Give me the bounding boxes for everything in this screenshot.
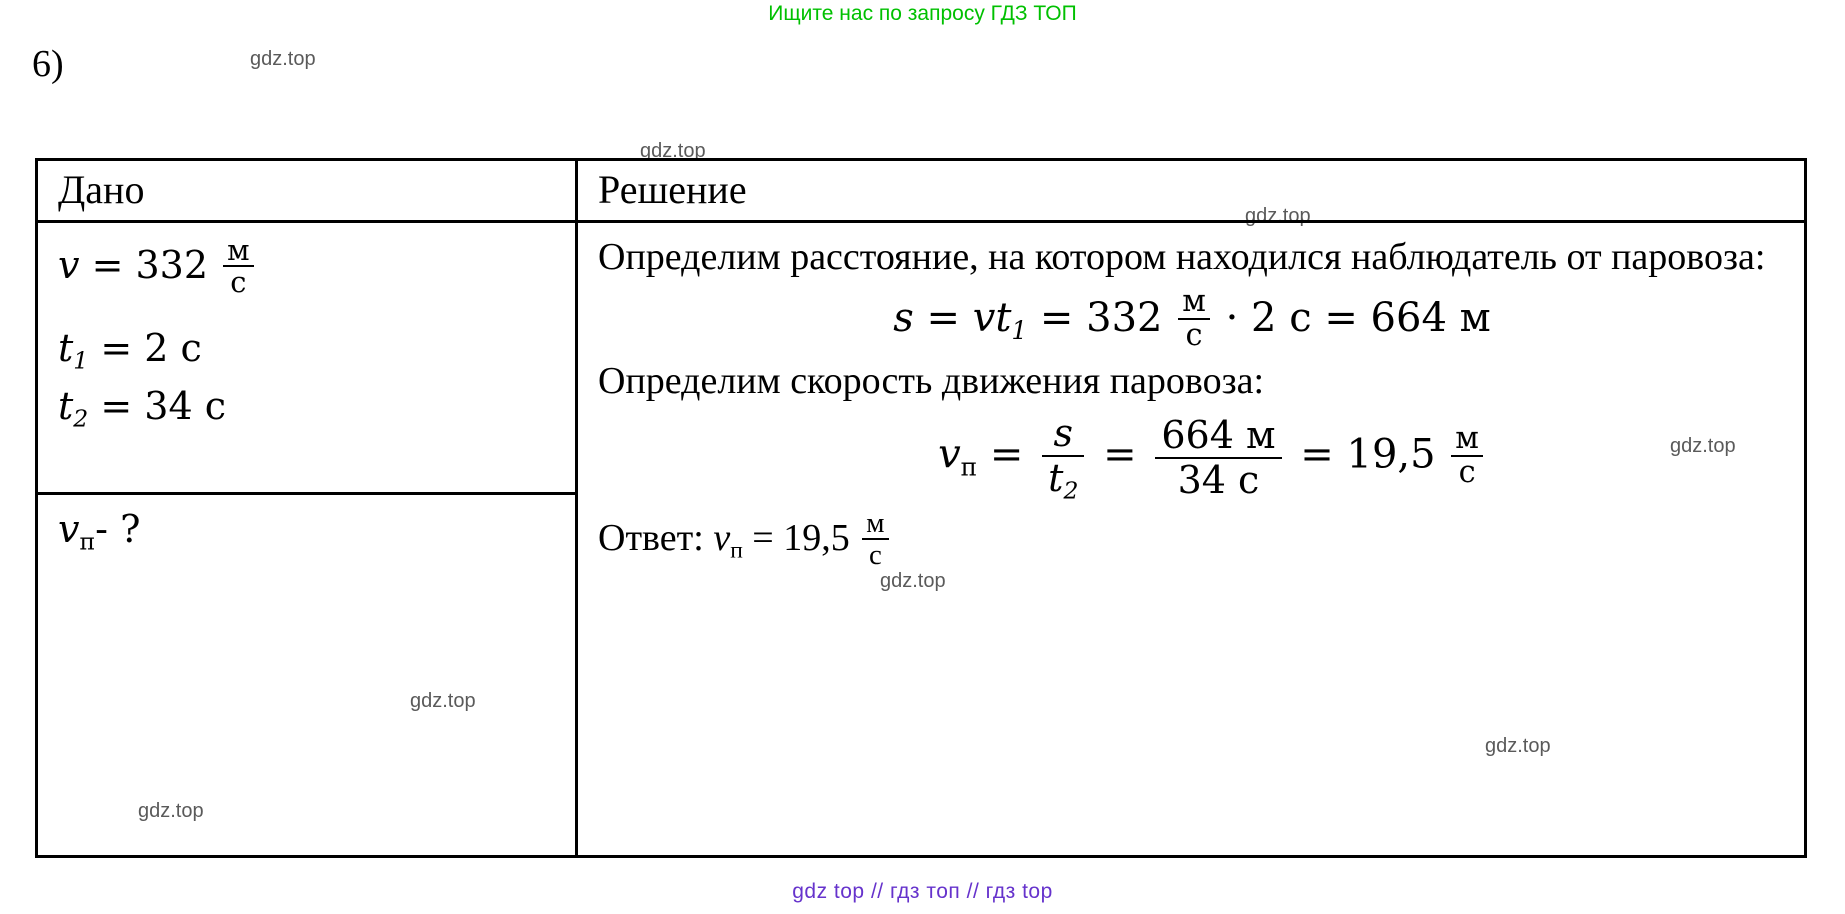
speed-symbol: v bbox=[58, 242, 80, 287]
t2-subscript: 2 bbox=[73, 404, 89, 433]
eq2-unit-denominator: с bbox=[1451, 455, 1483, 489]
given-column bbox=[38, 161, 578, 855]
eq1-equals-3: = bbox=[1324, 294, 1358, 341]
watermark: gdz.top bbox=[1245, 205, 1311, 227]
t1-subscript: 1 bbox=[73, 346, 89, 375]
answer-label: Ответ: bbox=[598, 516, 704, 559]
speed-unit-numerator: м bbox=[227, 233, 250, 267]
given-values bbox=[38, 223, 575, 495]
solution-step1-text: Определим расстояние, на котором находился наблюдатель от паровоза: bbox=[598, 236, 1766, 278]
solution-step2-text: Определим скорость движения паровоза: bbox=[598, 360, 1265, 403]
eq2-fraction-2 bbox=[1155, 414, 1281, 501]
solution-header: Решение bbox=[578, 161, 1804, 223]
t1-equation: = 2 с bbox=[100, 325, 202, 370]
given-t2-line bbox=[58, 384, 575, 433]
eq2-equals-2: = bbox=[1103, 431, 1137, 478]
top-promo-banner: Ищите нас по запросу ГДЗ ТОП bbox=[768, 2, 1077, 25]
eq2-frac2-denominator: 34 с bbox=[1155, 457, 1281, 502]
eq1-unit-denominator: с bbox=[1178, 318, 1210, 352]
eq2-frac1-den-symbol: t bbox=[1048, 455, 1064, 500]
answer-v: v bbox=[713, 516, 731, 559]
solution-table bbox=[35, 158, 1807, 858]
speed-value: 332 bbox=[135, 242, 209, 287]
watermark: gdz.top bbox=[138, 800, 204, 822]
watermark: gdz.top bbox=[640, 140, 706, 162]
solution-equation-1 bbox=[598, 283, 1786, 354]
eq2-frac1-numerator: s bbox=[1053, 411, 1074, 456]
bottom-promo-banner: gdz top // гдз топ // гдз top bbox=[792, 880, 1053, 903]
unknown-line bbox=[58, 507, 575, 556]
answer-v-subscript: п bbox=[730, 537, 743, 564]
answer-value: 19,5 bbox=[783, 516, 850, 559]
eq2-fraction-1 bbox=[1042, 412, 1084, 503]
eq1-times-time: · 2 с bbox=[1225, 294, 1312, 341]
eq1-vt-subscript: 1 bbox=[1011, 315, 1028, 345]
eq2-unit-fraction bbox=[1451, 420, 1483, 490]
given-speed-line bbox=[58, 233, 575, 300]
eq2-frac1-denominator bbox=[1042, 455, 1084, 504]
unknown-symbol: v bbox=[58, 507, 80, 551]
watermark: gdz.top bbox=[250, 48, 316, 70]
watermark: gdz.top bbox=[1485, 735, 1551, 757]
speed-equals: = bbox=[91, 242, 124, 287]
eq2-equals-1: = bbox=[989, 431, 1024, 478]
solution-column bbox=[578, 161, 1804, 855]
solution-answer bbox=[598, 506, 1786, 573]
given-unknown bbox=[38, 495, 575, 556]
eq1-unit-fraction bbox=[1178, 283, 1210, 353]
given-t1-line bbox=[58, 326, 575, 375]
eq1-equals-1: = bbox=[926, 294, 961, 341]
speed-unit-denominator: с bbox=[223, 265, 253, 297]
eq2-v-subscript: п bbox=[960, 452, 978, 482]
eq2-result: 19,5 bbox=[1346, 431, 1436, 478]
eq1-s: s bbox=[893, 294, 914, 341]
eq1-vt: vt bbox=[972, 294, 1012, 341]
unknown-subscript: п bbox=[79, 527, 96, 556]
eq1-unit-numerator: м bbox=[1182, 283, 1206, 319]
eq2-equals-3: = bbox=[1300, 431, 1334, 478]
solution-equation-2 bbox=[598, 412, 1786, 503]
watermark: gdz.top bbox=[1670, 435, 1736, 457]
answer-equals: = bbox=[752, 516, 774, 559]
t2-symbol: t bbox=[58, 384, 74, 429]
watermark: gdz.top bbox=[880, 570, 946, 592]
answer-unit-numerator: м bbox=[866, 506, 885, 539]
speed-unit-fraction bbox=[223, 235, 253, 298]
given-header: Дано bbox=[38, 161, 575, 223]
eq2-v: v bbox=[938, 431, 961, 478]
eq1-equals-2: = bbox=[1039, 294, 1074, 341]
eq2-frac2-numerator: 664 м bbox=[1161, 413, 1276, 458]
answer-unit-denominator: с bbox=[862, 538, 888, 570]
solution-body bbox=[578, 223, 1804, 572]
eq1-result: 664 м bbox=[1370, 294, 1491, 341]
answer-unit-fraction bbox=[862, 508, 888, 571]
task-number-label: 6) bbox=[32, 43, 64, 85]
t1-symbol: t bbox=[58, 325, 74, 370]
eq1-value: 332 bbox=[1086, 294, 1163, 341]
unknown-question: - ? bbox=[95, 507, 141, 551]
watermark: gdz.top bbox=[410, 690, 476, 712]
t2-equation: = 34 с bbox=[100, 384, 226, 429]
eq2-frac1-den-subscript: 2 bbox=[1063, 476, 1079, 505]
eq2-unit-numerator: м bbox=[1455, 420, 1479, 456]
